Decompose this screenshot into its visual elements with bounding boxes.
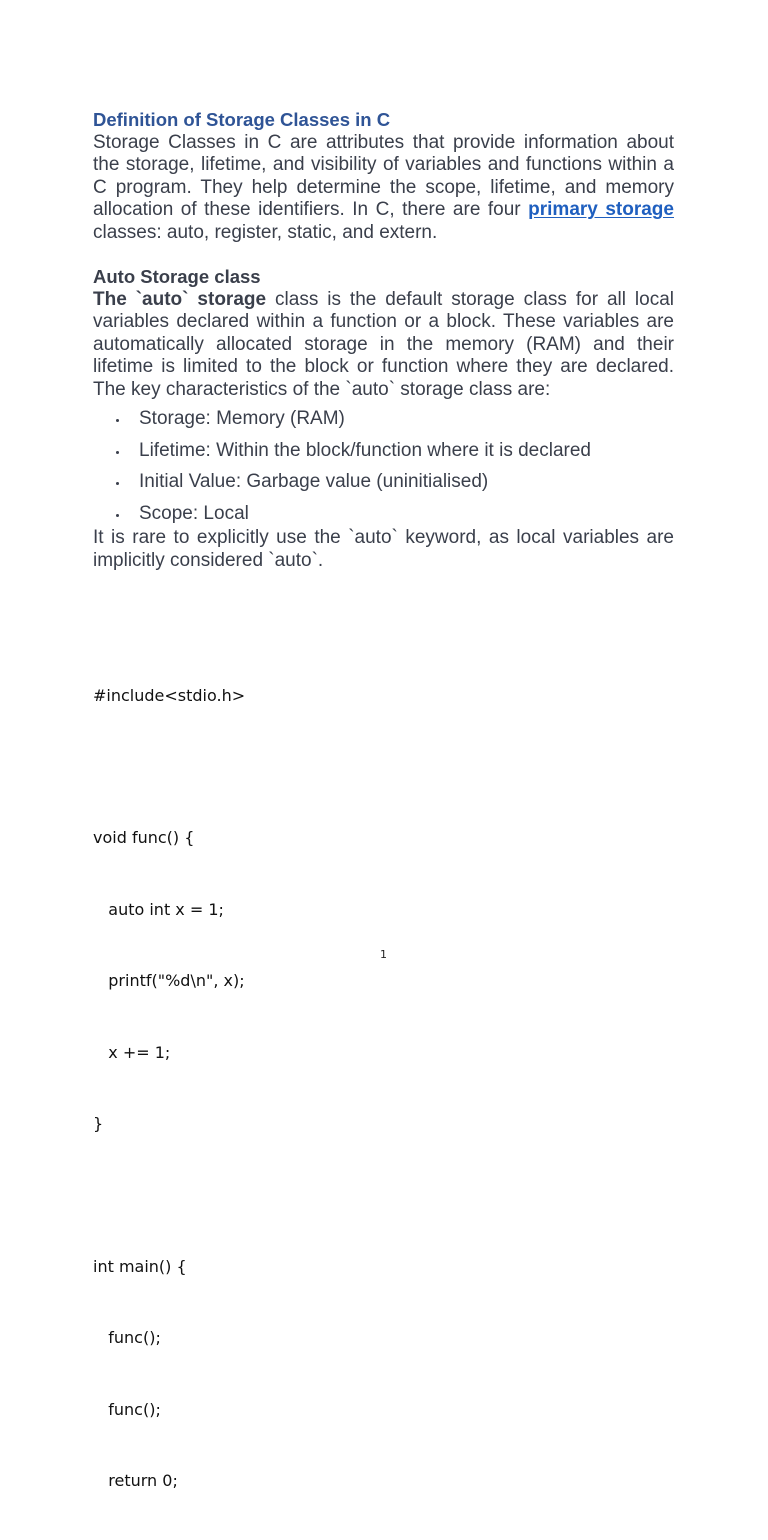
paragraph-auto — [93, 289, 674, 402]
list-item-text: Lifetime: Within the block/function where it is declared — [139, 439, 591, 461]
code-line: func(); — [93, 1399, 161, 1419]
code-line: x += 1; — [93, 1042, 171, 1062]
heading-auto-storage: Auto Storage class — [93, 266, 261, 287]
code-line: #include<stdio.h> — [93, 685, 246, 705]
code-line: func(); — [93, 1328, 161, 1348]
list-item-text: Storage: Memory (RAM) — [139, 408, 345, 429]
paragraph-closing: It is rare to explicitly use the `auto` keyword, as local variables are implicitly considered `auto`. — [93, 527, 674, 571]
primary-storage-link[interactable]: primary storage — [528, 199, 674, 220]
bold-lead: The `auto` storage — [93, 288, 267, 310]
list-item-text: Initial Value: Garbage value (uninitialised) — [139, 471, 489, 492]
paragraph-text: Storage Classes in C are attributes that provide information about the storage, lifetime, and visibility of variables and functions within a C program. They help determine the scope, lifetime, and memory allocation of these identifiers. In C, there are four — [93, 131, 674, 220]
code-line: int main() { — [93, 1256, 187, 1276]
paragraph-definition — [93, 132, 674, 245]
paragraph-text: classes: auto, register, static, and extern. — [93, 221, 438, 243]
code-line: printf("%d\n", x); — [93, 971, 245, 991]
paragraph-text: class is the default storage class for all local variables declared within a function or a block. These variables are automatically allocated storage in the memory (RAM) and their lifetime is limited to the block or function where they are declared. The key characteristics of the `auto` storage class are: — [93, 288, 674, 400]
page-number: 1 — [380, 948, 387, 961]
document-body — [93, 109, 674, 572]
bullet-icon — [116, 514, 119, 517]
heading-definition: Definition of Storage Classes in C — [93, 109, 391, 130]
bullet-icon — [116, 482, 119, 485]
bullet-icon — [116, 419, 119, 422]
code-line: return 0; — [93, 1470, 178, 1490]
code-block — [93, 636, 245, 1540]
list-item — [93, 471, 674, 503]
list-item-text: Scope: Local — [139, 502, 249, 524]
bullet-icon — [116, 451, 119, 454]
code-line — [93, 755, 245, 779]
code-line: void func() { — [93, 828, 195, 848]
code-line — [93, 1183, 245, 1207]
list-item — [93, 408, 674, 440]
list-item — [93, 503, 674, 535]
characteristics-list — [93, 408, 674, 534]
list-item — [93, 440, 674, 472]
code-line: auto int x = 1; — [93, 899, 224, 919]
code-line: } — [93, 1113, 104, 1133]
